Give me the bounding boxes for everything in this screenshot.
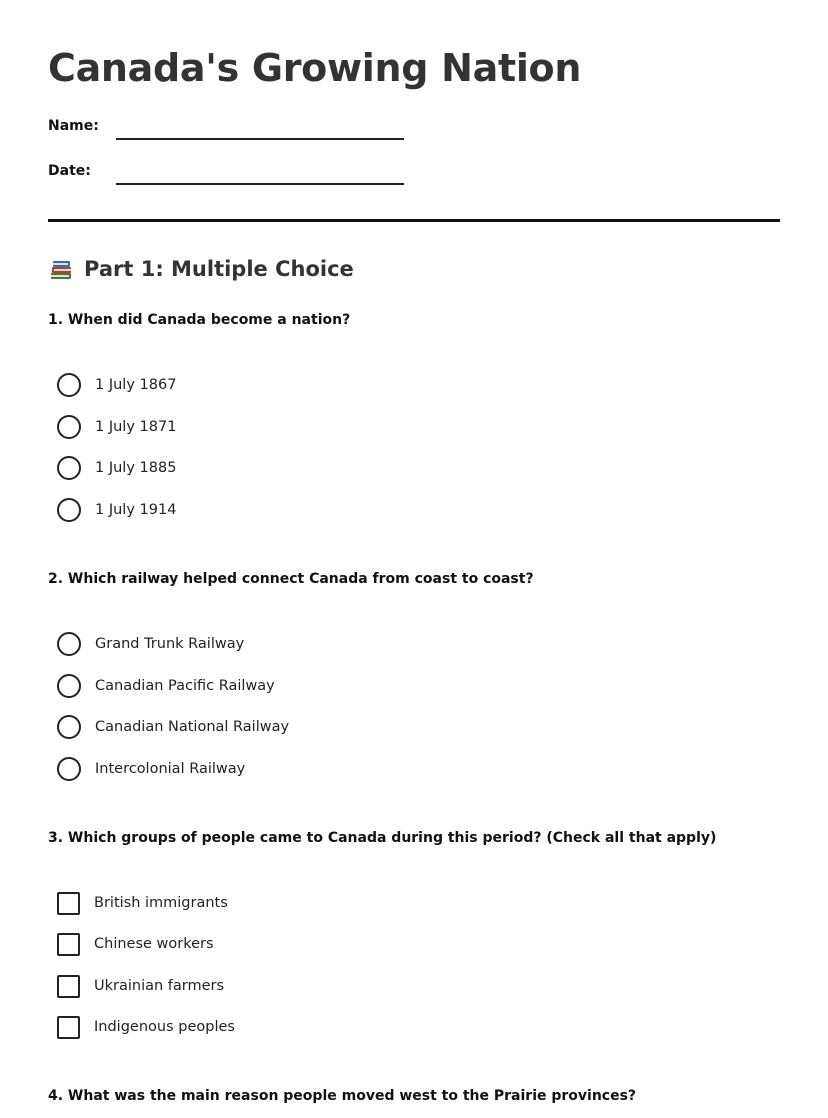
radio-button[interactable] bbox=[57, 373, 81, 397]
radio-button[interactable] bbox=[57, 632, 81, 656]
option-label: British immigrants bbox=[94, 895, 228, 911]
option-label: Canadian Pacific Railway bbox=[95, 678, 275, 694]
section-title-part1 bbox=[48, 256, 354, 282]
q3-option-4[interactable] bbox=[57, 1014, 235, 1040]
option-label: 1 July 1885 bbox=[95, 460, 177, 476]
q2-option-1[interactable] bbox=[57, 631, 244, 657]
name-label: Name: bbox=[48, 118, 99, 134]
date-label: Date: bbox=[48, 163, 91, 179]
q1-option-4[interactable] bbox=[57, 497, 176, 523]
radio-button[interactable] bbox=[57, 498, 81, 522]
checkbox[interactable] bbox=[57, 892, 80, 915]
q2-option-2[interactable] bbox=[57, 673, 275, 699]
q2-option-4[interactable] bbox=[57, 756, 245, 782]
option-label: 1 July 1871 bbox=[95, 419, 177, 435]
option-label: Chinese workers bbox=[94, 936, 214, 952]
q1-option-1[interactable] bbox=[57, 372, 176, 398]
question-3: 3. Which groups of people came to Canada during this period? (Check all that apply) bbox=[48, 830, 717, 846]
q3-option-3[interactable] bbox=[57, 973, 224, 999]
option-label: 1 July 1867 bbox=[95, 377, 177, 393]
q3-option-2[interactable] bbox=[57, 931, 214, 957]
question-2: 2. Which railway helped connect Canada from coast to coast? bbox=[48, 571, 534, 587]
radio-button[interactable] bbox=[57, 757, 81, 781]
question-4: 4. What was the main reason people moved west to the Prairie provinces? bbox=[48, 1088, 637, 1104]
q3-option-1[interactable] bbox=[57, 890, 228, 916]
checkbox[interactable] bbox=[57, 1016, 80, 1039]
option-label: Grand Trunk Railway bbox=[95, 636, 245, 652]
q1-option-3[interactable] bbox=[57, 455, 176, 481]
radio-button[interactable] bbox=[57, 456, 81, 480]
name-input-line[interactable] bbox=[116, 138, 404, 140]
option-label: Ukrainian farmers bbox=[94, 978, 225, 994]
question-1: 1. When did Canada become a nation? bbox=[48, 312, 351, 328]
page-title: Canada's Growing Nation bbox=[48, 46, 582, 90]
q2-option-3[interactable] bbox=[57, 714, 289, 740]
checkbox[interactable] bbox=[57, 975, 80, 998]
option-label: Canadian National Railway bbox=[95, 719, 290, 735]
date-input-line[interactable] bbox=[116, 183, 404, 185]
q1-option-2[interactable] bbox=[57, 414, 176, 440]
checkbox[interactable] bbox=[57, 933, 80, 956]
section-title-text: Part 1: Multiple Choice bbox=[84, 257, 354, 281]
radio-button[interactable] bbox=[57, 674, 81, 698]
option-label: Indigenous peoples bbox=[94, 1019, 235, 1035]
option-label: Intercolonial Railway bbox=[95, 761, 246, 777]
books-icon bbox=[48, 256, 74, 282]
header-divider bbox=[48, 219, 780, 222]
radio-button[interactable] bbox=[57, 415, 81, 439]
option-label: 1 July 1914 bbox=[95, 502, 177, 518]
radio-button[interactable] bbox=[57, 715, 81, 739]
